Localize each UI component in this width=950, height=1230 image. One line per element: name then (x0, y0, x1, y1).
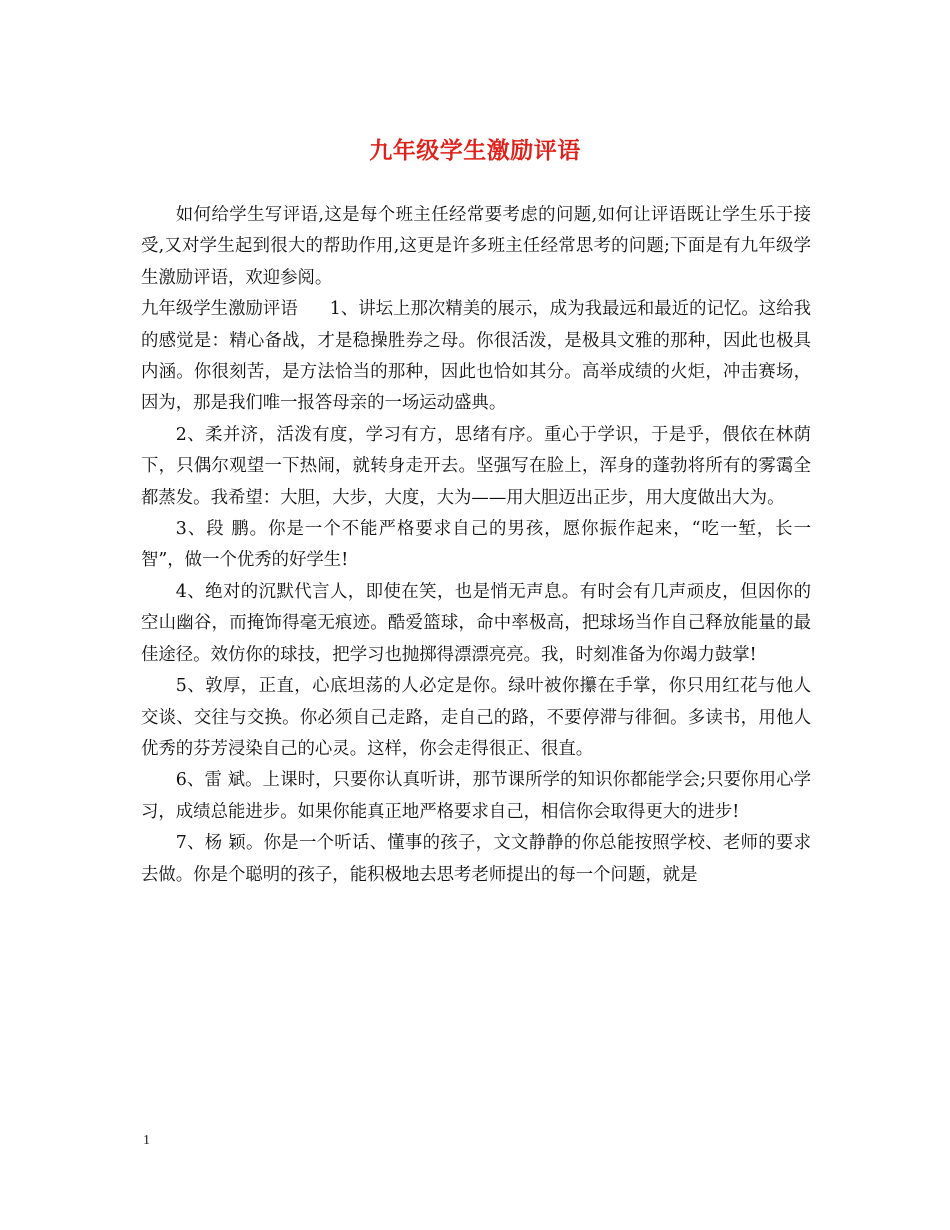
comment-paragraph-5: 5、敦厚，正直，心底坦荡的人必定是你。绿叶被你攥在手掌，你只用红花与他人交谈、交往与交换。你必须自己走路，走自己的路，不要停滞与徘徊。多读书，用他人优秀的芬芳浸染自己的心灵。这样，你会走得很正、很直。 (141, 676, 811, 759)
document-body (141, 200, 811, 891)
document-title: 九年级学生激励评语 (369, 137, 581, 164)
comment-paragraph-6: 6、雷 斌。上课时，只要你认真听讲，那节课所学的知识你都能学会;只要你用心学习，成绩总能进步。如果你能真正地严格要求自己，相信你会取得更大的进步! (141, 770, 811, 822)
section-heading: 九年级学生激励评语 (141, 299, 298, 320)
comment-text-1: 1、讲坛上那次精美的展示，成为我最远和最近的记忆。这给我的感觉是：精心备战，才是稳操胜券之母。你很活泼，是极具文雅的那种，因此也极具内涵。你很刻苦，是方法恰当的那种，因此也恰如其分。高举成绩的火炬，冲击赛场，因为，那是我们唯一报答母亲的一场运动盛典。 (141, 299, 811, 414)
comment-paragraph-2: 2、柔并济，活泼有度，学习有方，思绪有序。重心于学识，于是乎，偎依在林荫下，只偶尔观望一下热闹，就转身走开去。坚强写在脸上，浑身的蓬勃将所有的雾霭全都蒸发。我希望：大胆，大步，大度，大为——用大胆迈出正步，用大度做出大为。 (141, 424, 811, 508)
comment-paragraph-3: 3、段 鹏。你是一个不能严格要求自己的男孩，愿你振作起来，“吃一堑，长一智”，做一个优秀的好学生! (141, 519, 811, 571)
comment-paragraph-1 (141, 294, 811, 420)
comment-paragraph-7: 7、杨 颖。你是一个听话、懂事的孩子，文文静静的你总能按照学校、老师的要求去做。你是个聪明的孩子，能积极地去思考老师提出的每一个问题，就是 (141, 833, 811, 885)
comment-paragraph-4: 4、绝对的沉默代言人，即使在笑，也是悄无声息。有时会有几声顽皮，但因你的空山幽谷，而掩饰得毫无痕迹。酷爱篮球，命中率极高，把球场当作自己释放能量的最佳途径。效仿你的球技，把学习也抛掷得漂漂亮亮。我，时刻准备为你竭力鼓掌! (141, 581, 811, 665)
page-number: 1 (143, 1133, 150, 1148)
intro-paragraph: 如何给学生写评语,这是每个班主任经常要考虑的问题,如何让评语既让学生乐于接受,又对学生起到很大的帮助作用,这更是许多班主任经常思考的问题;下面是有九年级学生激励评语，欢迎参阅。 (141, 205, 811, 288)
